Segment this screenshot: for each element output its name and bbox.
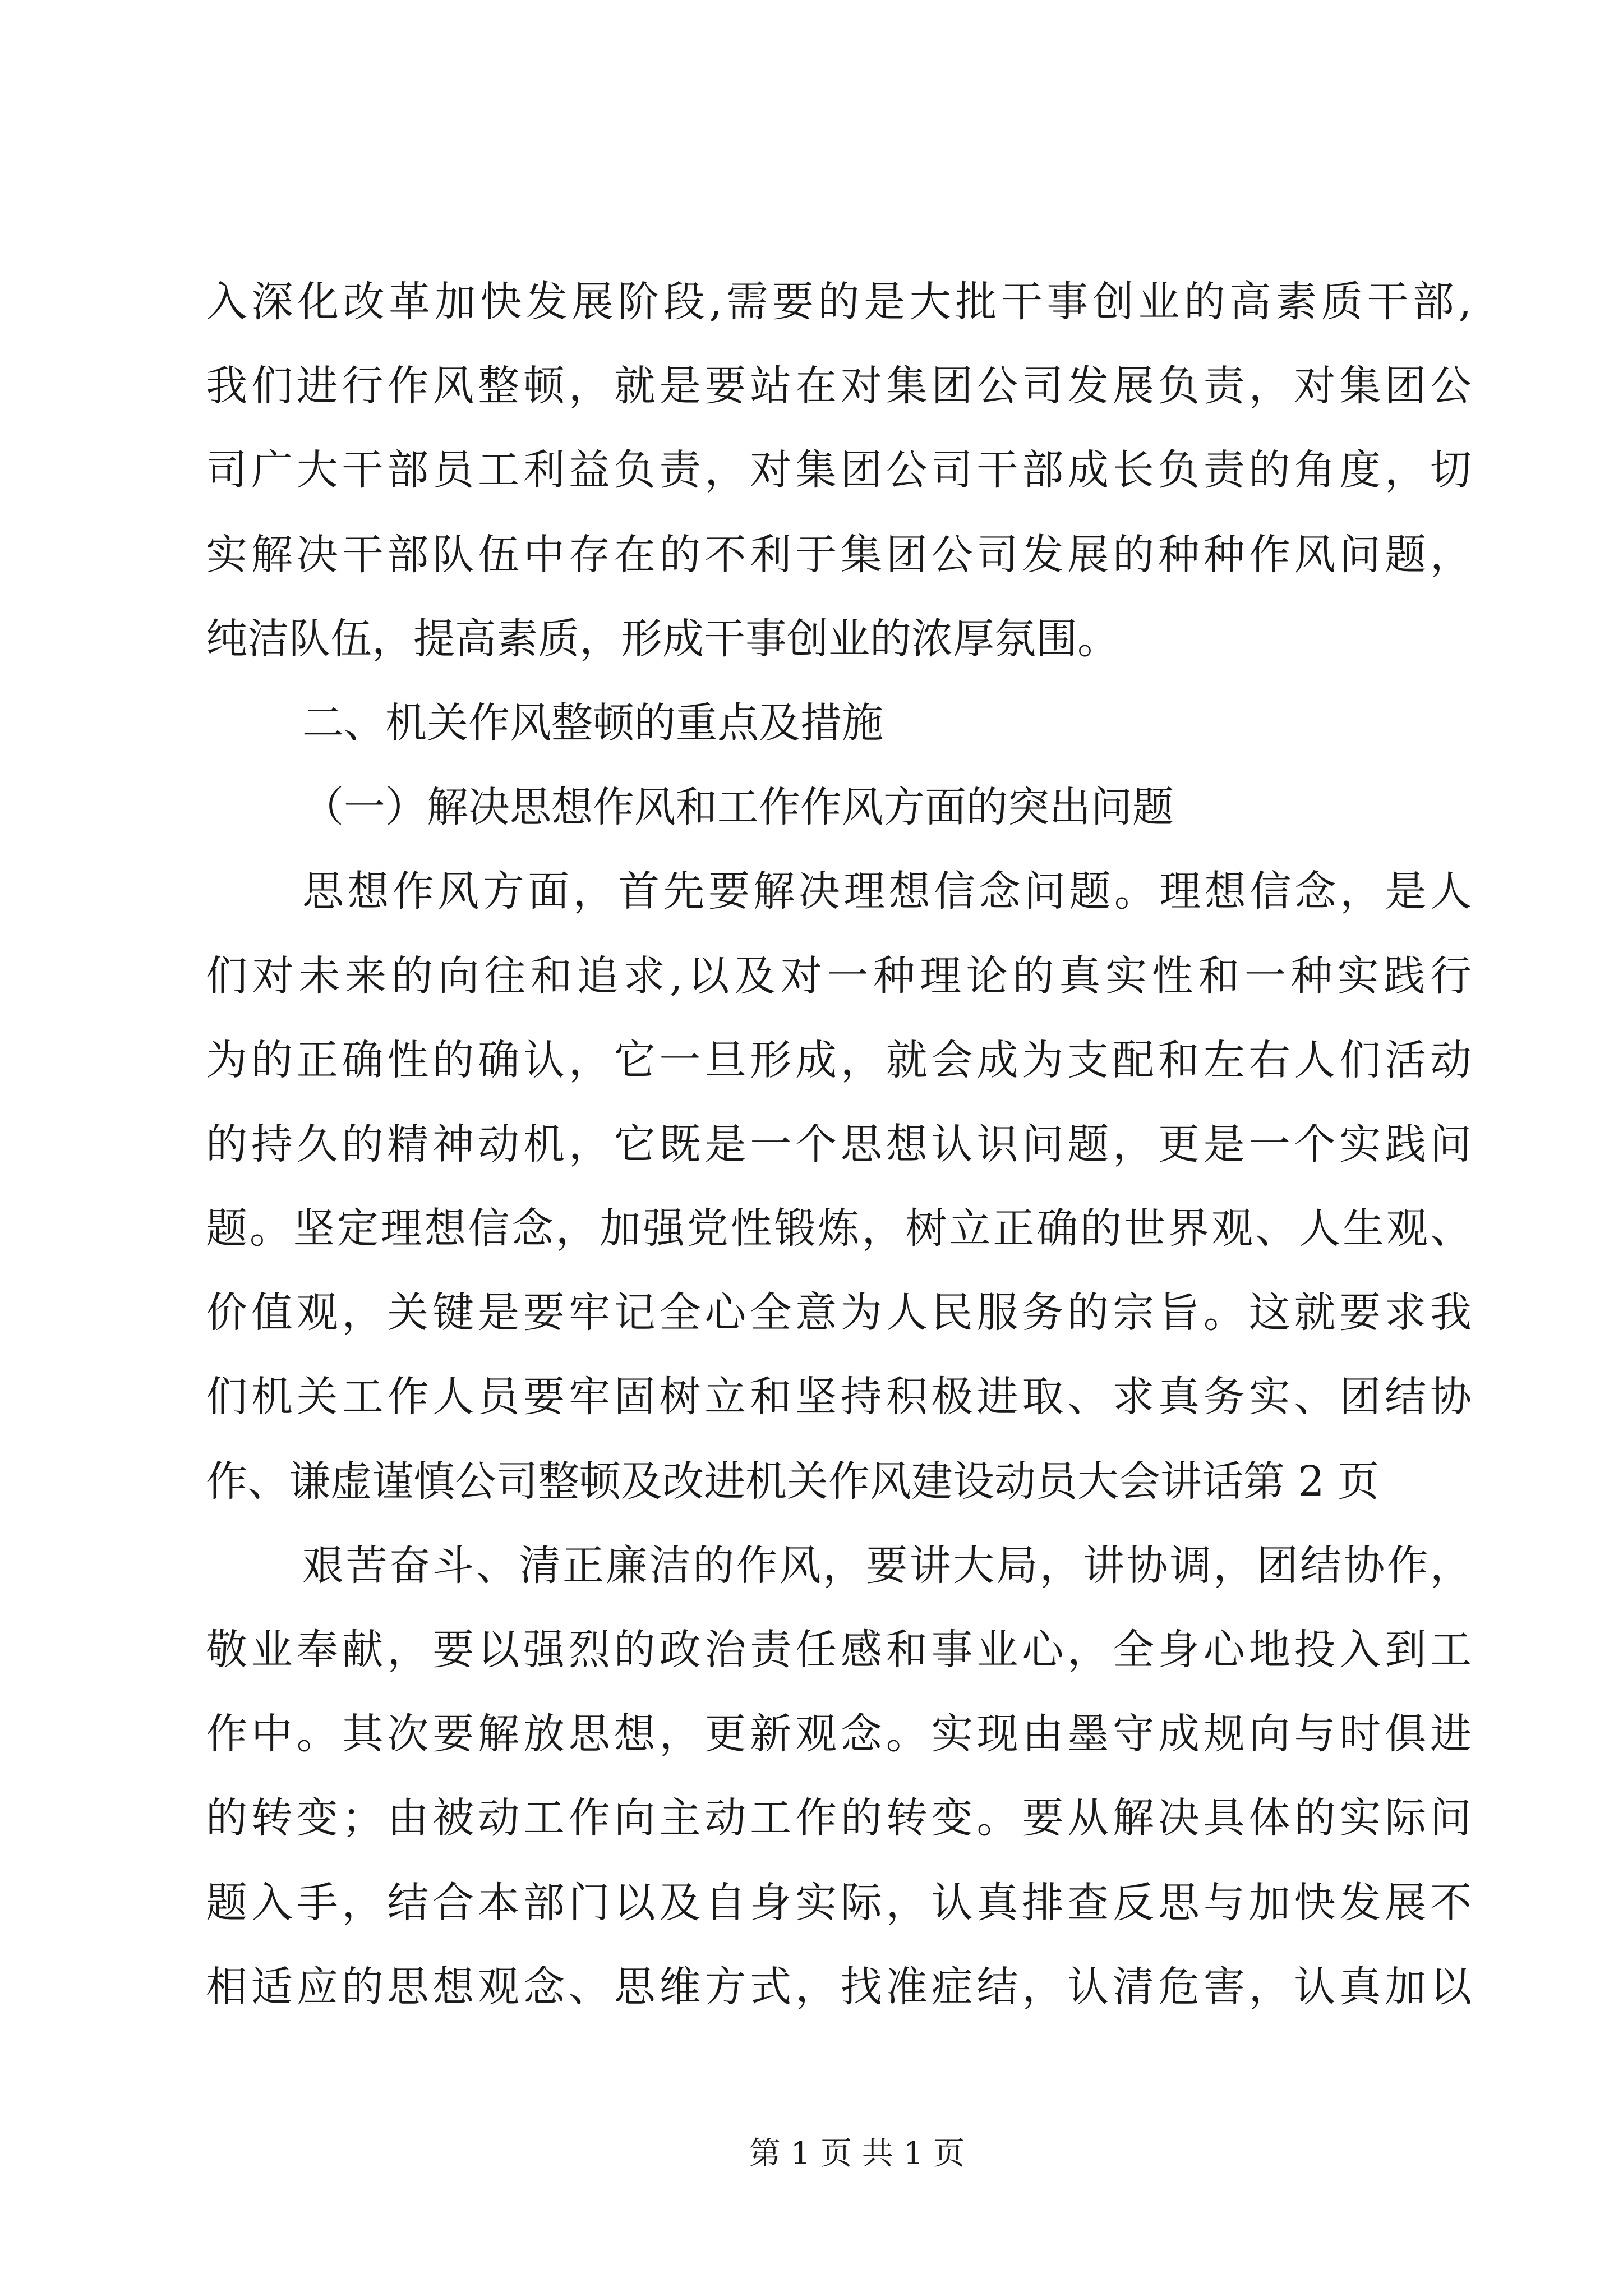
paragraph-line: 相适应的思想观念、思维方式，找准症结，认清危害，认真加以 — [206, 1962, 1472, 2011]
paragraph-line: 作、谦虚谨慎公司整顿及改进机关作风建设动员大会讲话第 2 页 — [206, 1457, 1380, 1506]
paragraph-line: 敬业奉献，要以强烈的政治责任感和事业心，全身心地投入到工 — [206, 1626, 1472, 1674]
paragraph-line: 作中。其次要解放思想，更新观念。实现由墨守成规向与时俱进 — [206, 1710, 1472, 1759]
paragraph-line: 我们进行作风整顿，就是要站在对集团公司发展负责，对集团公 — [206, 362, 1472, 411]
page-number-footer: 第 1 页 共 1 页 — [749, 2136, 965, 2172]
section-heading: 二、机关作风整顿的重点及措施 — [302, 698, 883, 747]
subsection-heading: （一）解决思想作风和工作作风方面的突出问题 — [302, 783, 1174, 832]
paragraph-line: 的持久的精神动机，它既是一个思想认识问题，更是一个实践问 — [206, 1120, 1472, 1168]
paragraph-line: 的转变；由被动工作向主动工作的转变。要从解决具体的实际问 — [206, 1794, 1472, 1843]
body-text — [206, 260, 1472, 2029]
paragraph-line: 艰苦奋斗、清正廉洁的作风，要讲大局，讲协调，团结协作， — [302, 1541, 1472, 1590]
paragraph-line: 题入手，结合本部门以及自身实际，认真排查反思与加快发展不 — [206, 1878, 1472, 1927]
paragraph-line: 实解决干部队伍中存在的不利于集团公司发展的种种作风问题， — [206, 530, 1472, 579]
paragraph-line: 题。坚定理想信念，加强党性锻炼，树立正确的世界观、人生观、 — [206, 1204, 1472, 1253]
paragraph-line: 们对未来的向往和追求,以及对一种理论的真实性和一种实践行 — [206, 951, 1472, 1000]
paragraph-line: 思想作风方面，首先要解决理想信念问题。理想信念，是人 — [302, 867, 1472, 916]
paragraph-line: 入深化改革加快发展阶段,需要的是大批干事创业的高素质干部, — [206, 278, 1472, 326]
paragraph-line: 司广大干部员工利益负责，对集团公司干部成长负责的角度，切 — [206, 446, 1472, 495]
paragraph-line: 们机关工作人员要牢固树立和坚持积极进取、求真务实、团结协 — [206, 1373, 1472, 1421]
paragraph-line: 价值观，关键是要牢记全心全意为人民服务的宗旨。这就要求我 — [206, 1289, 1472, 1337]
paragraph-line: 为的正确性的确认，它一旦形成，就会成为支配和左右人们活动 — [206, 1036, 1472, 1084]
paragraph-line: 纯洁队伍，提高素质，形成干事创业的浓厚氛围。 — [206, 614, 1119, 663]
